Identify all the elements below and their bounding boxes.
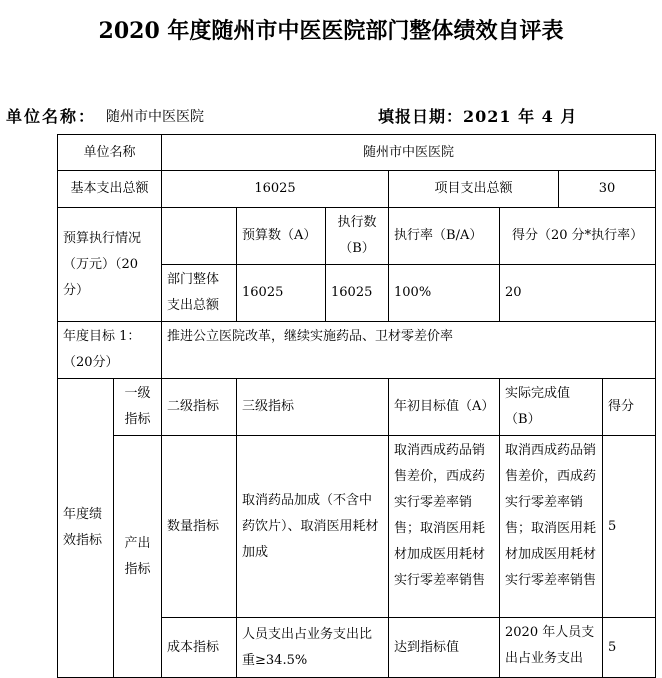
table-row: [58, 436, 656, 618]
basic-expense-label: 基本支出总额: [58, 171, 162, 208]
score-cell: 5: [603, 618, 656, 678]
annual-goal-text: 推进公立医院改革，继续实施药品、卫材零差价率: [162, 322, 656, 379]
performance-indicator-label: 年度绩效指标: [58, 379, 114, 678]
project-expense-value: 30: [559, 171, 656, 208]
unit-name-value: 随州市中医医院: [162, 135, 656, 171]
dept-total-label: 部门整体支出总额: [162, 265, 237, 322]
executed-amount-value: 16025: [326, 265, 389, 322]
budget-execution-label: 预算执行情况（万元）（20分）: [58, 208, 162, 322]
level1-header: 一级指标: [114, 379, 162, 436]
basic-expense-value: 16025: [162, 171, 389, 208]
unit-value: 随州市中医医院: [106, 109, 204, 125]
level2-cell: 成本指标: [162, 618, 237, 678]
level2-header: 二级指标: [162, 379, 237, 436]
target-cell: 达到指标值: [389, 618, 500, 678]
execution-rate-value: 100%: [389, 265, 500, 322]
page-title: 2020 年度随州市中医医院部门整体绩效自评表: [98, 18, 564, 44]
level2-cell: 数量指标: [162, 436, 237, 618]
level3-cell: 人员支出占业务支出比重≥34.5%: [237, 618, 389, 678]
unit-label: 单位名称：: [6, 107, 97, 126]
actual-cell: 取消西成药品销售差价，西成药实行零差率销售；取消医用耗材加成医用耗材实行零差率销售: [500, 436, 603, 618]
score-cell: 5: [603, 436, 656, 618]
level3-header: 三级指标: [237, 379, 389, 436]
actual-header: 实际完成值（B）: [500, 379, 603, 436]
budget-amount-value: 16025: [237, 265, 326, 322]
unit-name-label: 单位名称: [58, 135, 162, 171]
blank-cell: [162, 208, 237, 265]
indicator-score-header: 得分: [603, 379, 656, 436]
level3-cell: 取消药品加成（不含中药饮片）、取消医用耗材加成: [237, 436, 389, 618]
target-header: 年初目标值（A）: [389, 379, 500, 436]
target-cell: 取消西成药品销售差价，西成药实行零差率销售；取消医用耗材加成医用耗材实行零差率销售: [389, 436, 500, 618]
actual-cell: 2020 年人员支出占业务支出: [500, 618, 603, 678]
executed-amount-header: 执行数（B）: [326, 208, 389, 265]
score-value: 20: [500, 265, 656, 322]
budget-amount-header: 预算数（A）: [237, 208, 326, 265]
execution-rate-header: 执行率（B/A）: [389, 208, 500, 265]
score-header: 得分（20 分*执行率）: [500, 208, 656, 265]
report-date: 填报日期：2021 年 4 月: [378, 107, 578, 126]
output-indicator-label: 产出指标: [114, 436, 162, 678]
project-expense-label: 项目支出总额: [389, 171, 559, 208]
evaluation-table: [57, 134, 656, 678]
annual-goal-label: 年度目标 1：（20分）: [58, 322, 162, 379]
